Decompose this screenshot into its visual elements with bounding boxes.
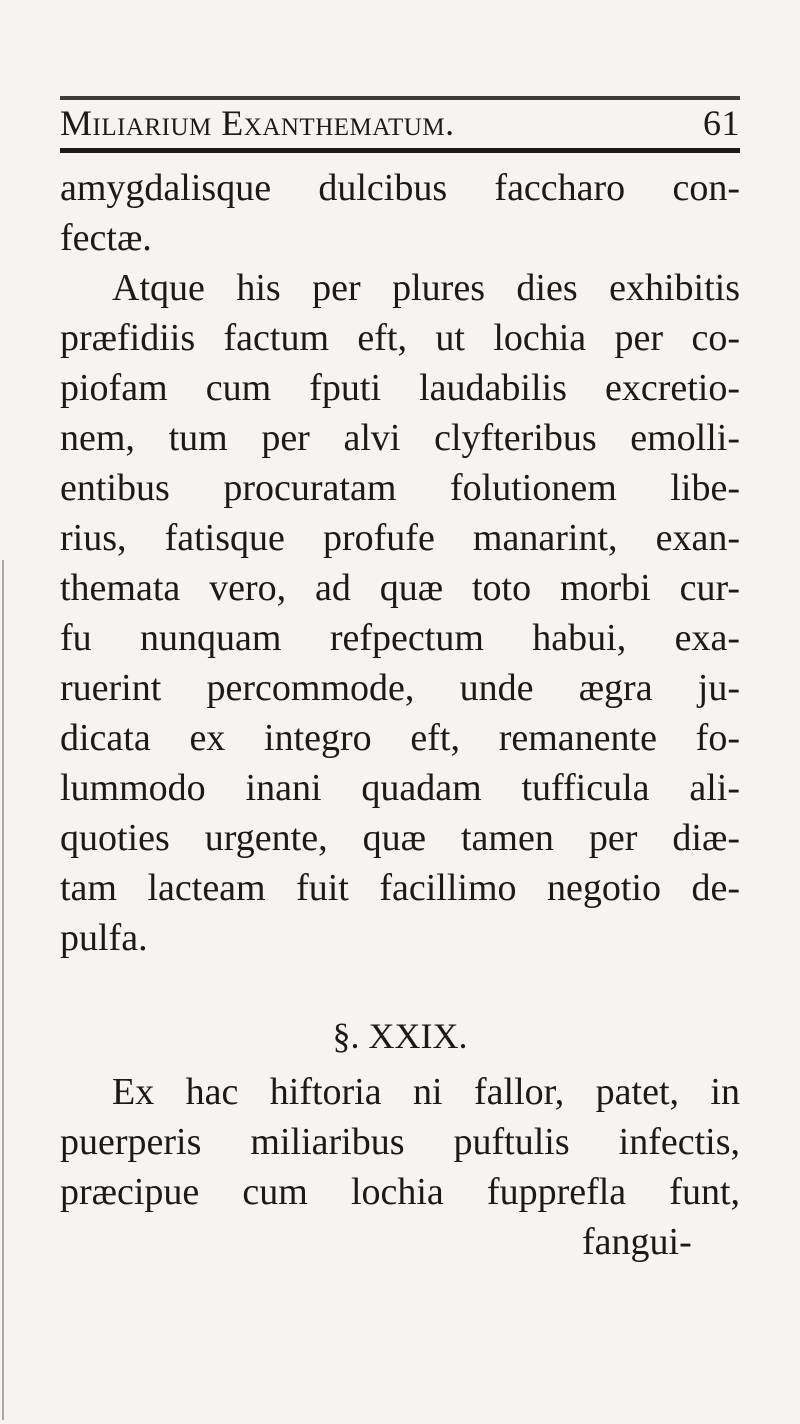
text-line: præfidiis factum eft, ut lochia per co- [60,317,740,359]
header-bottom-rule [60,148,740,153]
text-line: pulfa. [60,917,148,959]
text-line: Atque his per plures dies exhibitis [112,267,740,309]
page-header [60,103,740,143]
text-line: lummodo inani quadam tufficula ali- [60,767,740,809]
text-line: piofam cum fputi laudabilis excretio- [60,367,740,409]
text-line: tam lacteam fuit facillimo negotio de- [60,867,740,909]
section-heading: §. XXIX. [332,1016,468,1056]
header-top-rule [60,96,740,100]
page-number: 61 [703,103,740,143]
text-line: puerperis miliaribus puftulis infectis, [60,1121,740,1163]
text-line: nem, tum per alvi clyfteribus emolli- [60,417,740,459]
text-line: amygdalisque dulcibus faccharo con- [60,167,740,209]
text-line: præcipue cum lochia fupprefla funt, [60,1171,740,1213]
text-line: entibus procuratam folutionem libe- [60,467,740,509]
text-line: fu nunquam refpectum habui, exa- [60,617,740,659]
page-edge-mark [2,560,4,1420]
running-title: Miliarium Exanthematum. [60,103,455,143]
text-line: quoties urgente, quæ tamen per diæ- [60,817,740,859]
catchword: fangui- [582,1221,692,1263]
text-line: Ex hac hiftoria ni fallor, patet, in [112,1071,740,1113]
text-line: dicata ex integro eft, remanente fo- [60,717,740,759]
text-line: ruerint percommode, unde ægra ju- [60,667,740,709]
text-line: fectæ. [60,217,152,259]
text-line: rius, fatisque profufe manarint, exan- [60,517,740,559]
text-line: themata vero, ad quæ toto morbi cur- [60,567,740,609]
